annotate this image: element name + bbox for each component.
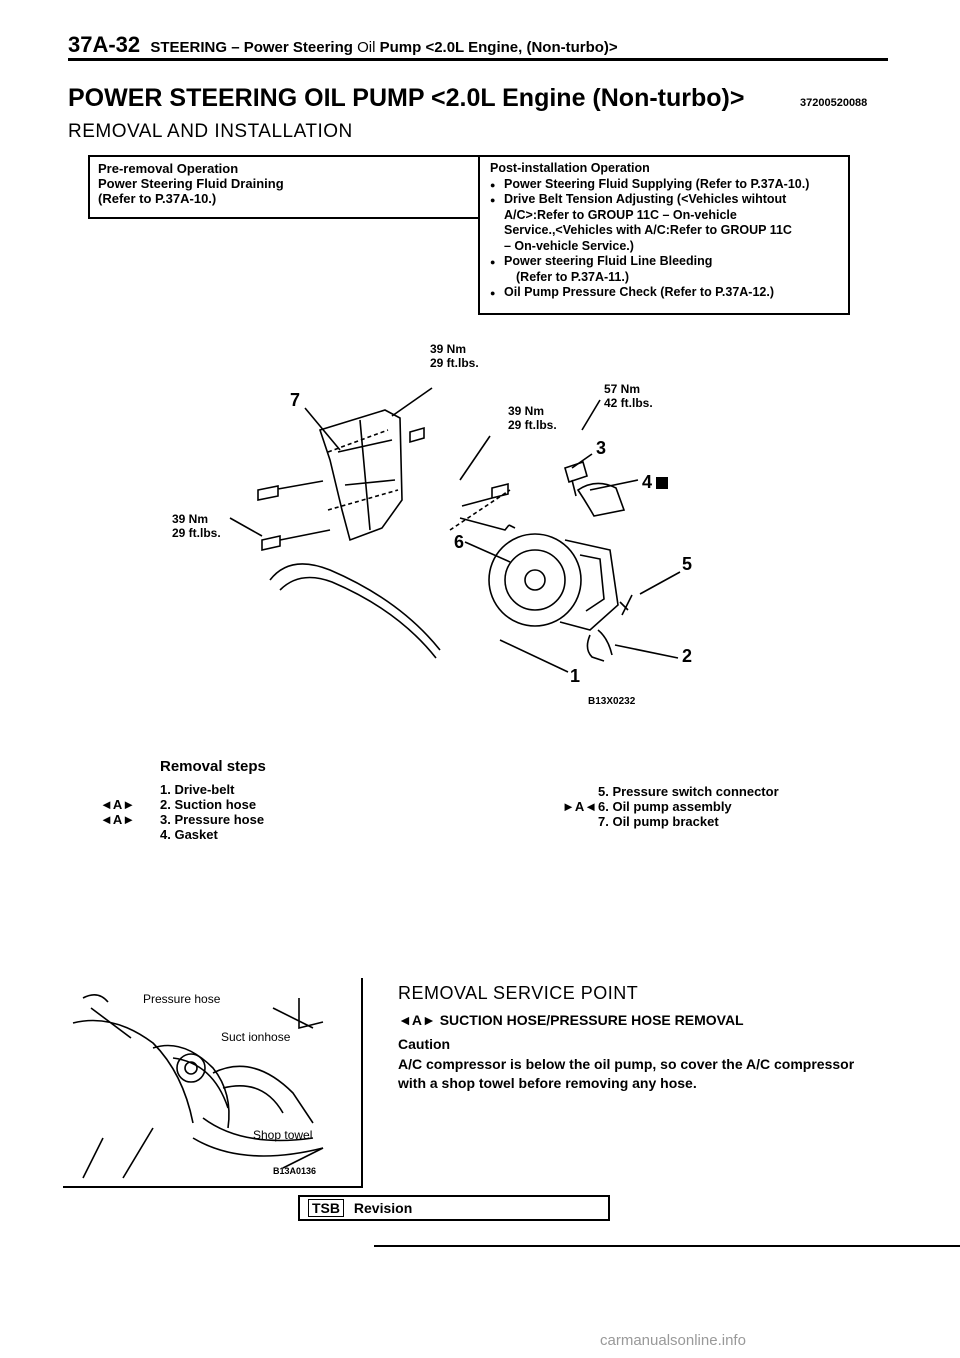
post-item-cont: (Refer to P.37A-11.) xyxy=(516,269,630,284)
torque-top xyxy=(430,342,479,370)
post-installation-heading: Post-installation Operation xyxy=(490,161,650,175)
torque-mid xyxy=(508,404,557,432)
install-dash-lines xyxy=(328,430,510,530)
leader-4 xyxy=(590,480,638,490)
leader-6 xyxy=(465,542,510,562)
page-title: POWER STEERING OIL PUMP <2.0L Engine (Non-turbo)> xyxy=(68,84,745,112)
callout-2: 2 xyxy=(682,646,693,666)
header-subsection: Power Steering xyxy=(243,39,353,56)
removal-step: 3. Pressure hose xyxy=(160,812,265,827)
site-watermark: carmanualsonline.info xyxy=(600,1332,746,1349)
callout-7: 7 xyxy=(290,390,301,410)
suction-hose xyxy=(587,630,612,661)
leader-mid-torque xyxy=(460,436,490,480)
torque-value: 42 ft.lbs. xyxy=(604,396,653,410)
document-code: 37200520088 xyxy=(800,97,868,109)
drive-belt xyxy=(270,564,440,658)
header-pump: Pump xyxy=(379,39,422,56)
torque-value: 39 Nm xyxy=(172,512,209,526)
leader-top-torque xyxy=(392,388,432,416)
callout-6: 6 xyxy=(454,532,465,552)
exploded-diagram xyxy=(170,340,730,710)
removal-step: 4. Gasket xyxy=(160,827,218,842)
footer-rule xyxy=(374,1245,960,1247)
removal-step: 2. Suction hose xyxy=(160,797,257,812)
pressure-switch-connector xyxy=(620,595,632,615)
service-heading xyxy=(398,1012,744,1028)
bracket-ribs xyxy=(338,420,395,530)
photo-code: B13A0136 xyxy=(273,1166,317,1176)
label-shop-towel: Shop towel xyxy=(253,1128,313,1142)
header-engine: <2.0L Engine, xyxy=(425,39,523,56)
torque-left xyxy=(172,512,221,540)
removal-step: 6. Oil pump assembly xyxy=(598,799,732,814)
post-item-cont: – On-vehicle Service.) xyxy=(504,238,634,253)
torque-value: 29 ft.lbs. xyxy=(172,526,221,540)
leader-left-torque xyxy=(230,518,262,536)
section-subtitle: REMOVAL AND INSTALLATION xyxy=(68,121,353,142)
caution-label: Caution xyxy=(398,1036,451,1052)
post-item: ● Power Steering Fluid Supplying (Refer to P.37A-10.) xyxy=(490,177,838,193)
label-suction-hose: Suct ionhose xyxy=(221,1030,291,1044)
page-number: 37A-32 xyxy=(68,32,141,57)
pre-removal-line: Power Steering Fluid Draining xyxy=(98,176,284,191)
pre-removal-heading: Pre-removal Operation xyxy=(98,161,239,176)
pre-removal-line: (Refer to P.37A-10.) xyxy=(98,191,217,206)
torque-value: 39 Nm xyxy=(430,342,467,356)
removal-steps-right xyxy=(598,784,779,829)
header-rule xyxy=(68,58,888,61)
label-pressure-hose: Pressure hose xyxy=(143,992,221,1006)
header-section: STEERING xyxy=(150,39,228,56)
header-turbo: (Non-turbo)> xyxy=(526,39,618,56)
removal-steps-title: Removal steps xyxy=(160,758,266,775)
leader-1 xyxy=(500,640,568,672)
post-installation-list xyxy=(490,177,838,301)
torque-value: 39 Nm xyxy=(508,404,545,418)
post-item: ● Power steering Fluid Line Bleeding xyxy=(490,254,838,270)
torque-value: 57 Nm xyxy=(604,382,641,396)
removal-step: 1. Drive-belt xyxy=(160,782,235,797)
bolt-shapes xyxy=(258,428,515,550)
figure-code: B13X0232 xyxy=(588,696,636,707)
torque-value: 29 ft.lbs. xyxy=(430,356,479,370)
post-item-cont: A/C>:Refer to GROUP 11C – On-vehicle xyxy=(504,207,737,222)
removal-step: 5. Pressure switch connector xyxy=(598,784,779,799)
post-item: ● Oil Pump Pressure Check (Refer to P.37A-12.) xyxy=(490,285,838,301)
tsb-label: Revision xyxy=(353,1200,413,1216)
leader-5 xyxy=(640,572,680,594)
callout-3: 3 xyxy=(596,438,607,458)
post-item: ● Drive Belt Tension Adjusting (<Vehicles wihtout xyxy=(490,192,838,208)
callout-1: 1 xyxy=(570,666,581,686)
torque-value: 29 ft.lbs. xyxy=(508,418,557,432)
header-oil: Oil xyxy=(357,39,376,56)
installation-mark-a: ►A◄ xyxy=(562,799,598,814)
removal-steps-left xyxy=(160,782,264,842)
caution-text: A/C compressor is below the oil pump, so cover the A/C compressor with a shop towel before removing any hose. xyxy=(398,1056,855,1091)
removal-mark-a: ◄A► xyxy=(100,797,136,812)
post-installation-box xyxy=(478,155,850,315)
leader-3 xyxy=(572,454,592,468)
service-point-title: REMOVAL SERVICE POINT xyxy=(398,983,639,1003)
tightening-sequence-icon xyxy=(656,477,668,489)
hose-removal-illustration xyxy=(63,978,363,1188)
removal-mark-a: ◄A► xyxy=(100,812,136,827)
tsb-revision-box xyxy=(298,1195,610,1221)
service-mark: ◄A► xyxy=(398,1012,436,1028)
post-item-cont: Service.,<Vehicles with A/C:Refer to GROUP 11C xyxy=(504,223,792,237)
service-heading-text: SUCTION HOSE/PRESSURE HOSE REMOVAL xyxy=(439,1012,744,1028)
leader-2 xyxy=(615,645,678,658)
leader-7 xyxy=(305,408,340,450)
torque-right xyxy=(604,382,653,410)
pre-removal-box xyxy=(88,155,478,219)
leader-right-torque xyxy=(582,400,600,430)
hose-illustration-art xyxy=(63,978,361,1186)
callout-5: 5 xyxy=(682,554,693,574)
tsb-tag: TSB xyxy=(308,1199,344,1217)
oil-pump-assembly xyxy=(489,534,618,630)
header-separator: – xyxy=(231,39,240,56)
removal-step: 7. Oil pump bracket xyxy=(598,814,719,829)
callout-4: 4 xyxy=(642,472,653,492)
page-header xyxy=(68,32,618,58)
